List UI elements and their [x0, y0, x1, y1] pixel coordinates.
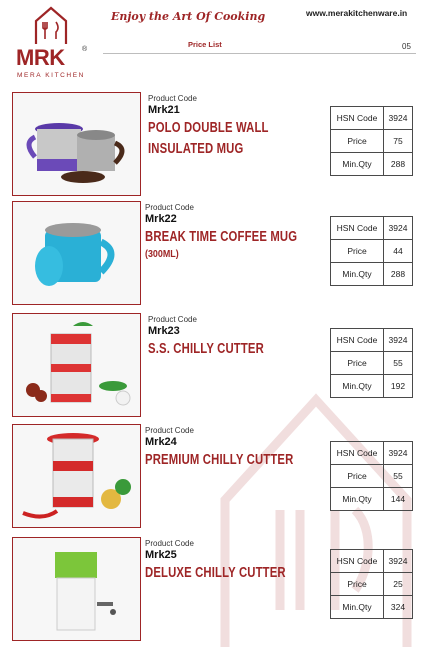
- product-card: [12, 424, 418, 530]
- min-qty-value: 192: [384, 375, 413, 398]
- hsn-label: HSN Code: [331, 217, 384, 240]
- min-qty-label: Min.Qty: [331, 263, 384, 286]
- price-value: 55: [384, 352, 413, 375]
- spec-row: [331, 153, 413, 176]
- product-code-label: Product Code: [145, 203, 194, 212]
- price-label: Price: [331, 240, 384, 263]
- page-title: Price List: [188, 40, 222, 49]
- product-name-line-1: POLO DOUBLE WALL: [148, 120, 269, 136]
- product-code: Mrk23: [148, 325, 180, 337]
- spec-row: [331, 329, 413, 352]
- website-link[interactable]: www.merakitchenware.in: [306, 8, 408, 18]
- hsn-value: 3924: [384, 329, 413, 352]
- hsn-value: 3924: [384, 107, 413, 130]
- brand-name: MRK: [16, 45, 65, 70]
- coffee-mug-illustration: [13, 202, 140, 304]
- brand-logo: [12, 6, 92, 86]
- product-image: [12, 313, 141, 417]
- product-name-line-2: INSULATED MUG: [148, 141, 244, 157]
- product-image: [12, 537, 141, 641]
- price-value: 75: [384, 130, 413, 153]
- product-code-label: Product Code: [148, 94, 197, 103]
- product-code: Mrk25: [145, 549, 177, 561]
- spec-table: [330, 441, 413, 511]
- product-name-line-2: (300ML): [145, 248, 179, 260]
- product-code-label: Product Code: [145, 426, 194, 435]
- spec-table: [330, 328, 413, 398]
- min-qty-value: 144: [384, 488, 413, 511]
- spec-row: [331, 263, 413, 286]
- chilly-cutter-illustration: [13, 314, 140, 416]
- spec-row: [331, 352, 413, 375]
- product-code-label: Product Code: [145, 539, 194, 548]
- spec-table: [330, 216, 413, 286]
- registered-mark: ®: [82, 46, 88, 53]
- product-card: [12, 313, 418, 419]
- price-value: 55: [384, 465, 413, 488]
- page-number: 05: [402, 42, 411, 51]
- spec-row: [331, 217, 413, 240]
- price-label: Price: [331, 465, 384, 488]
- min-qty-value: 288: [384, 153, 413, 176]
- kitchen-emblem-icon: [34, 6, 68, 46]
- price-label: Price: [331, 352, 384, 375]
- deluxe-chilly-cutter-illustration: [13, 538, 140, 640]
- spec-row: [331, 130, 413, 153]
- tagline: Enjoy the Art Of Cooking: [111, 10, 266, 23]
- min-qty-value: 324: [384, 596, 413, 619]
- spec-row: [331, 596, 413, 619]
- hsn-label: HSN Code: [331, 550, 384, 573]
- min-qty-label: Min.Qty: [331, 488, 384, 511]
- spec-row: [331, 488, 413, 511]
- hsn-label: HSN Code: [331, 107, 384, 130]
- header-divider: [103, 53, 416, 54]
- product-code: Mrk22: [145, 213, 177, 225]
- spec-row: [331, 573, 413, 596]
- product-code-label: Product Code: [148, 315, 197, 324]
- spec-row: [331, 550, 413, 573]
- spec-row: [331, 240, 413, 263]
- min-qty-label: Min.Qty: [331, 153, 384, 176]
- price-label: Price: [331, 573, 384, 596]
- product-name: DELUXE CHILLY CUTTER: [145, 565, 286, 581]
- product-image: [12, 92, 141, 196]
- product-card: [12, 201, 418, 307]
- spec-row: [331, 107, 413, 130]
- product-image: [12, 201, 141, 305]
- spec-table: [330, 549, 413, 619]
- price-label: Price: [331, 130, 384, 153]
- product-code: Mrk24: [145, 436, 177, 448]
- spec-row: [331, 375, 413, 398]
- hsn-value: 3924: [384, 442, 413, 465]
- hsn-value: 3924: [384, 217, 413, 240]
- product-name: S.S. CHILLY CUTTER: [148, 341, 264, 357]
- product-name-line-1: BREAK TIME COFFEE MUG: [145, 229, 298, 245]
- product-code: Mrk21: [148, 104, 180, 116]
- min-qty-label: Min.Qty: [331, 375, 384, 398]
- product-image: [12, 424, 141, 528]
- min-qty-label: Min.Qty: [331, 596, 384, 619]
- premium-chilly-cutter-illustration: [13, 425, 140, 527]
- spec-table: [330, 106, 413, 176]
- min-qty-value: 288: [384, 263, 413, 286]
- spec-row: [331, 465, 413, 488]
- price-value: 44: [384, 240, 413, 263]
- product-card: [12, 92, 418, 198]
- hsn-value: 3924: [384, 550, 413, 573]
- price-value: 25: [384, 573, 413, 596]
- brand-subtitle: MERA KITCHEN: [17, 72, 85, 79]
- hsn-label: HSN Code: [331, 442, 384, 465]
- mug-illustration: [13, 93, 140, 195]
- product-card: [12, 537, 418, 643]
- product-name: PREMIUM CHILLY CUTTER: [145, 452, 294, 468]
- hsn-label: HSN Code: [331, 329, 384, 352]
- spec-row: [331, 442, 413, 465]
